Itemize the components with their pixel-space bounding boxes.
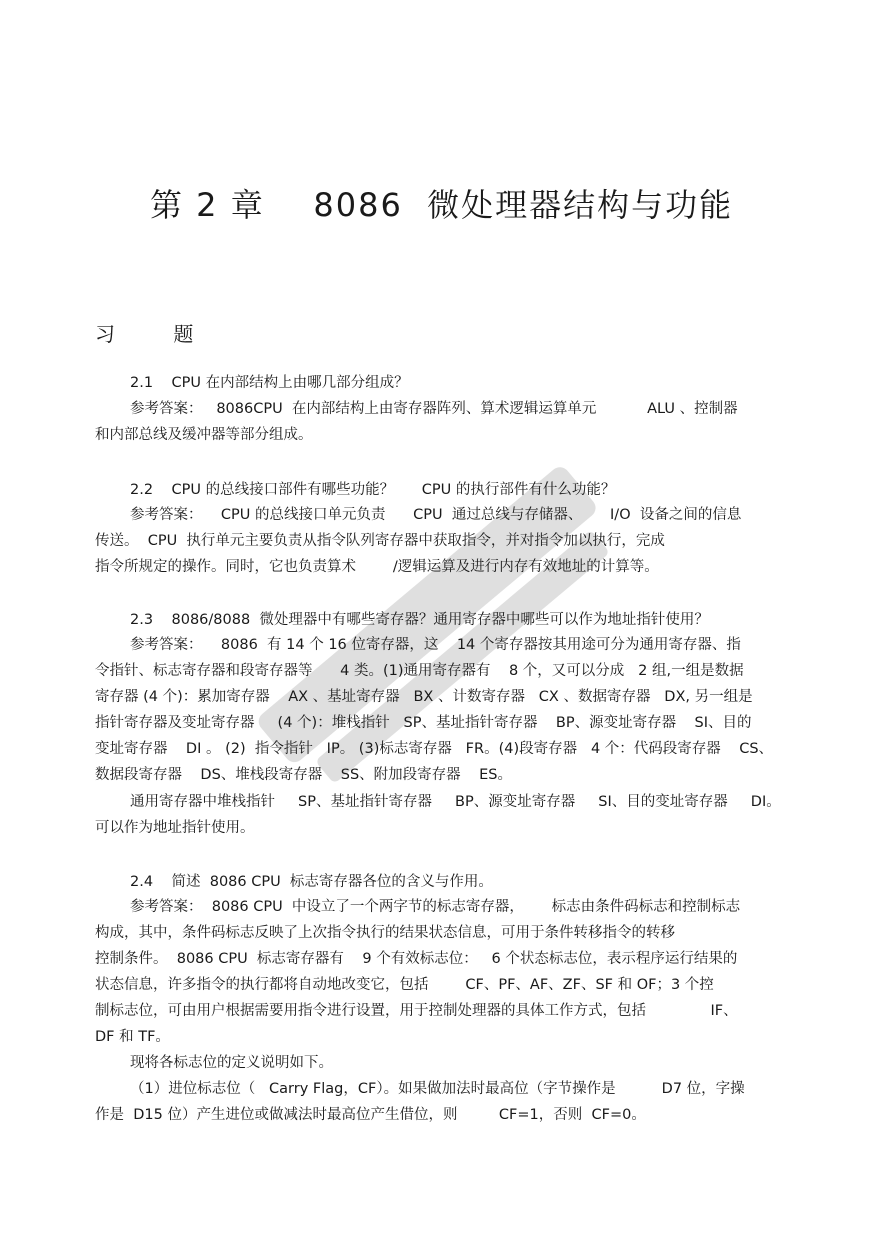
text-line: 构成，其中，条件码标志反映了上次指令执行的结果状态信息，可用于条件转移指令的转移 [95,925,675,941]
text-line: 参考答案： CPU 的总线接口单元负责 CPU 通过总线与存储器、 I/O 设备之间的信息 [130,507,742,523]
text-line: 控制条件。 8086 CPU 标志寄存器有 9 个有效标志位： 6 个状态标志位，表示程序运行结果的 [95,951,738,967]
text-line: 可以作为地址指针使用。 [95,820,255,836]
text-line: 数据段寄存器 DS、堆栈段寄存器 SS、附加段寄存器 ES。 [95,767,512,783]
text-line: 和内部总线及缓冲器等部分组成。 [95,427,313,443]
text-line: DF 和 TF。 [95,1029,170,1045]
text-line: 通用寄存器中堆栈指针 SP、基址指针寄存器 BP、源变址寄存器 SI、目的变址寄存器 DI。 [130,794,781,810]
text-line: 指令所规定的操作。同时，它也负责算术 /逻辑运算及进行内存有效地址的计算等。 [95,559,659,575]
chapter-title: 第 2 章 8086 微处理器结构与功能 [150,186,734,224]
text-line: （1）进位标志位（ Carry Flag，CF）。如果做加法时最高位（字节操作是 D7 位，字操 [130,1081,745,1097]
text-line: 作是 D15 位）产生进位或做减法时最高位产生借位，则 CF=1，否则 CF=0。 [95,1107,646,1123]
text-line: 传送。 CPU 执行单元主要负责从指令队列寄存器中获取指令，并对指令加以执行，完成 [95,533,665,549]
section-heading: 习 题 [95,322,220,346]
text-line: 状态信息，许多指令的执行都将自动地改变它，包括 CF、PF、AF、ZF、SF 和 OF；3 个控 [95,977,714,993]
text-line: 参考答案： 8086 有 14 个 16 位寄存器，这 14 个寄存器按其用途可分为通用寄存器、指 [130,637,741,653]
text-line: 2.2 CPU 的总线接口部件有哪些功能？ CPU 的执行部件有什么功能？ [130,482,616,498]
text-line: 参考答案： 8086 CPU 中设立了一个两字节的标志寄存器， 标志由条件码标志和控制标志 [130,899,741,915]
text-line: 2.1 CPU 在内部结构上由哪几部分组成？ [130,375,409,391]
text-line: 指针寄存器及变址寄存器 (4 个)：堆栈指针 SP、基址指针寄存器 BP、源变址寄存器 SI、目的 [95,715,752,731]
text-line: 2.3 8086/8088 微处理器中有哪些寄存器？通用寄存器中哪些可以作为地址指针使用？ [130,612,709,628]
text-line: 令指针、标志寄存器和段寄存器等 4 类。(1)通用寄存器有 8 个，又可以分成 2 组,一组是数据 [95,663,744,679]
text-line: 现将各标志位的定义说明如下。 [130,1055,333,1071]
text-line: 制标志位，可由用户根据需要用指令进行设置，用于控制处理器的具体工作方式，包括 IF、 [95,1003,738,1019]
text-line: 寄存器 (4 个)：累加寄存器 AX 、基址寄存器 BX 、计数寄存器 CX 、数据寄存器 DX, 另一组是 [95,689,753,705]
text-line: 2.4 简述 8086 CPU 标志寄存器各位的含义与作用。 [130,874,493,890]
text-line: 变址寄存器 DI 。 (2) 指令指针 IP。 (3)标志寄存器 FR。(4)段寄存器 4 个：代码段寄存器 CS、 [95,741,774,757]
text-line: 参考答案： 8086CPU 在内部结构上由寄存器阵列、算术逻辑运算单元 ALU 、控制器 [130,401,738,417]
